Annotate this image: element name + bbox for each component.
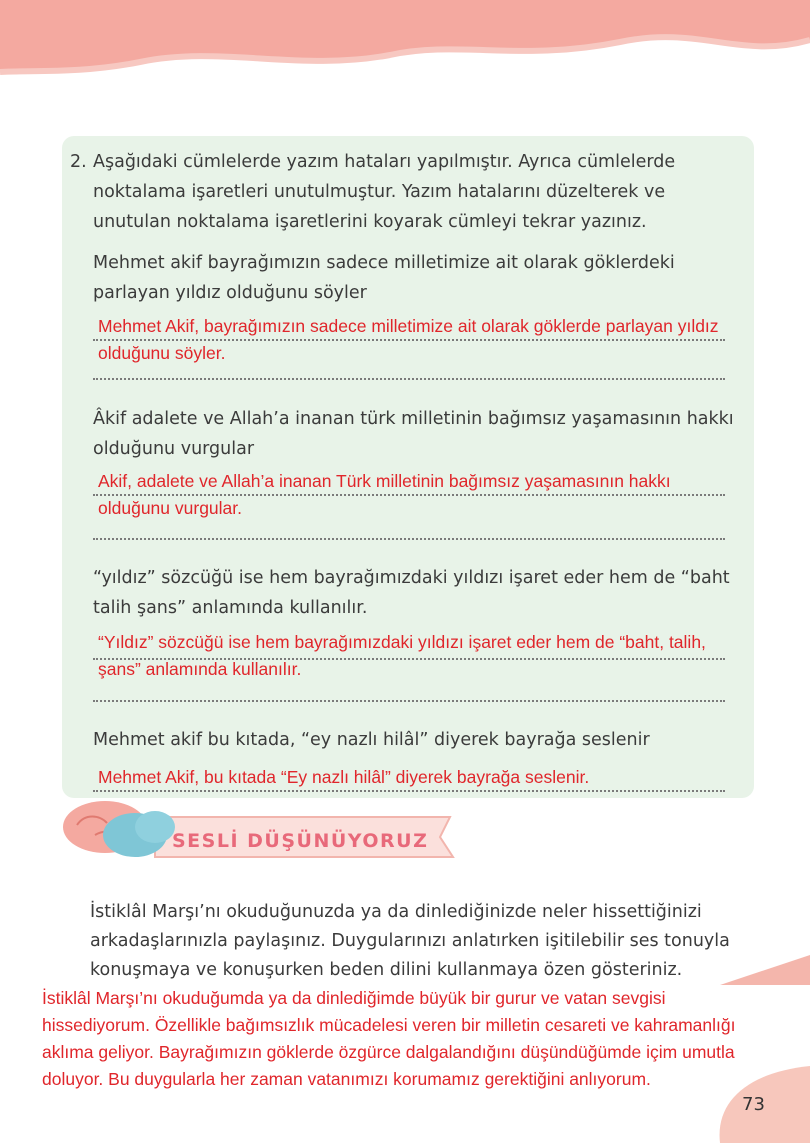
prompt-4: Mehmet akif bu kıtada, “ey nazlı hilâl” diyerek bayrağa seslenir: [93, 730, 650, 750]
speaking-answer: İstiklâl Marşı’nı okuduğumda ya da dinlediğimde büyük bir gurur ve vatan sevgisi hissediyorum. Özellikle bağımsızlık mücadelesi veren bir milletin cesareti ve kahramanlığı aklıma geliyor. Bayrağımızın göklerde özgürce dalgalandığını düşündüğümde içim umutla doluyor. Bu duygularla her zaman vatanımızı korumamız gerektiğini anlıyorum.: [42, 988, 736, 1089]
answer-1: Mehmet Akif, bayrağımızın sadece milletimize ait olarak göklerde parlayan yıldız olduğunu söyler.: [98, 316, 719, 363]
corner-decoration: [720, 955, 810, 985]
answer-line: [93, 339, 725, 341]
question-number: 2.: [70, 152, 87, 172]
prompt-3: “yıldız” sözcüğü ise hem bayrağımızdaki yıldızı işaret eder hem de “baht talih şans” anlamında kullanılır.: [93, 568, 730, 618]
answer-line: [93, 790, 725, 792]
section-title: SESLİ DÜŞÜNÜYORUZ: [172, 830, 429, 852]
answer-2: Akif, adalete ve Allah’a inanan Türk milletinin bağımsız yaşamasının hakkı olduğunu vurgular.: [98, 471, 671, 518]
speaking-task: İstiklâl Marşı’nı okuduğunuzda ya da dinlediğinizde neler hissettiğinizi arkadaşlarınızla paylaşınız. Duygularınızı anlatırken işitilebilir ses tonuyla konuşmaya ve konuşurken beden dilini kullanmaya özen gösteriniz.: [90, 902, 730, 980]
prompt-1: Mehmet akif bayrağımızın sadece milletimize ait olarak göklerdeki parlayan yıldız olduğunu söyler: [93, 253, 675, 303]
answer-line: [93, 700, 725, 702]
answer-line: [93, 378, 725, 380]
answer-4: Mehmet Akif, bu kıtada “Ey nazlı hilâl” diyerek bayrağa seslenir.: [98, 767, 590, 787]
top-wave-decoration: [0, 0, 810, 90]
prompt-2: Âkif adalete ve Allah’a inanan türk milletinin bağımsız yaşamasının hakkı olduğunu vurgular: [93, 409, 734, 459]
answer-line: [93, 658, 725, 660]
page-number: 73: [742, 1094, 765, 1115]
answer-line: [93, 538, 725, 540]
question-instruction: Aşağıdaki cümlelerde yazım hataları yapılmıştır. Ayrıca cümlelerde noktalama işaretleri unutulmuştur. Yazım hatalarını düzelterek ve unutulan noktalama işaretlerini koyarak cümleyi tekrar yazınız.: [93, 152, 676, 232]
answer-3: “Yıldız” sözcüğü ise hem bayrağımızdaki yıldızı işaret eder hem de “baht, talih, şans” anlamında kullanılır.: [98, 632, 706, 679]
answer-line: [93, 494, 725, 496]
